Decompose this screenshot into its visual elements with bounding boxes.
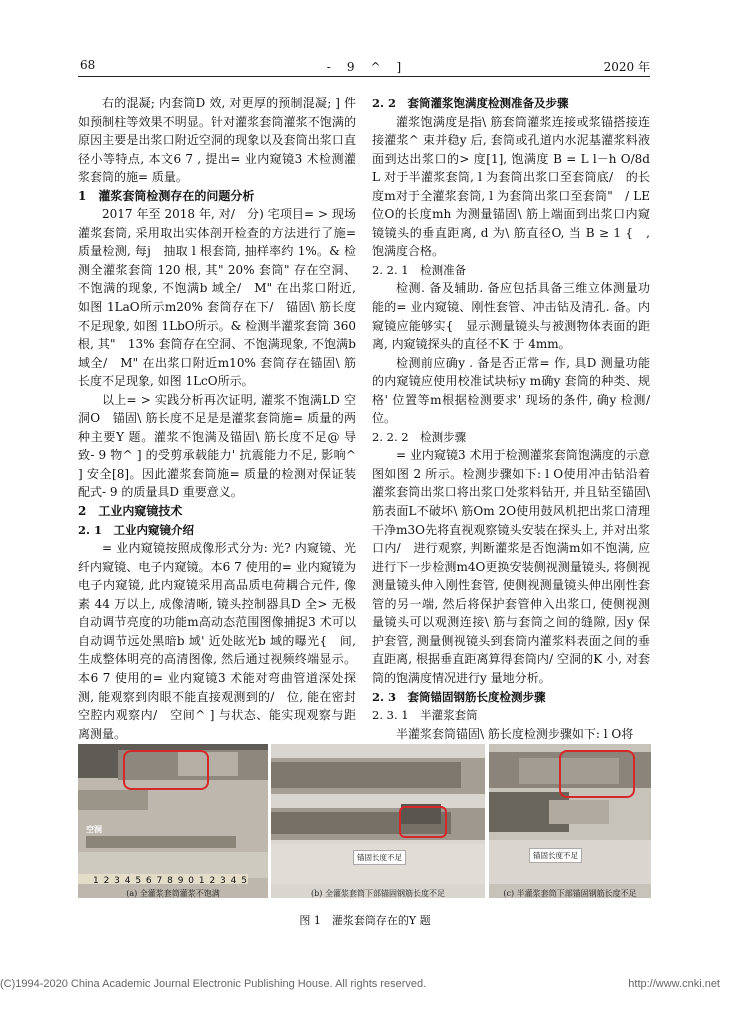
paragraph: 检测. 备及辅助. 备应包括具备三维立体测量功能的= 业内窥镜、刚性套管、冲击钻及清孔. 备。内窥镜应能够实{ 显示测量镜头与被测物体表面的距离, 内窥镜探头的直径不K 于 4mm。: [372, 281, 650, 352]
annotation-label: 锚固长度不足: [529, 848, 582, 863]
paragraph: = 业内窥镜按照成像形式分为: 光? 内窥镜、光纤内窥镜、电子内窥镜。本6 7 使用的= 业内窥镜为电子内窥镜, 此内窥镜采用高品质电荷耦合元件, 像素 44 万以上, 成像清晰, 镜头控制器具D 全> 无极自动调节亮度的功能m高动态范围图像捕捉3 术可以自动调节远处黑暗b 域' 近处眩光b 域的曝光{ 间, 生成整体明亮的高清图像, 然后通过视频终端显示。本6 7 使用的= 业内窥镜3 术能对弯曲管道深处探测, 能观察到肉眼不能直接观测到的/ 位, 能在密封空腔内观察内/ 空间^ ] 与状态、能实现观察与距离测量。: [78, 541, 356, 741]
paragraph: 半灌浆套筒锚固\ 筋长度检测步骤如下: l O将: [396, 726, 634, 741]
figure-panel-c: [489, 744, 651, 898]
paragraph: 以上= > 实践分析再次证明, 灌浆不饱满LD 空洞O 锚固\ 筋长度不足是是灌浆套筒施= 质量的两种主要Y 题。灌浆不饱满及锚固\ 筋长度不足@ 导致- 9 物^ ] 的受剪承载能力' 抗震能力不足, 影响^ ] 安全[8]。因此灌浆套筒施= 质量的检测对保证装配式- 9 的质量具D 重要意义。: [78, 392, 356, 500]
subsection-heading: 2. 1 工业内窥镜介绍: [78, 522, 195, 537]
highlight-box: [399, 806, 447, 838]
figure-panel-b: [271, 744, 485, 898]
subcaption-c: (c) 半灌浆套筒下部锚固钢筋长度不足: [503, 889, 637, 898]
subsection-heading: 2. 2 套筒灌浆饱满度检测准备及步骤: [372, 96, 569, 110]
right-column: [372, 94, 663, 743]
figure-panel-a: [78, 744, 268, 898]
subcaption-b: (b) 全灌浆套筒下部锚固钢筋长度不足: [311, 889, 445, 898]
section-heading: 2 工业内窥镜技术: [78, 504, 183, 519]
highlight-box: [559, 750, 635, 798]
year: 2020 年: [603, 60, 650, 74]
subsubsection-heading: 2. 2. 1 检测准备: [372, 262, 467, 277]
subsection-heading: 2. 3 套筒锚固钢筋长度检测步骤: [372, 689, 546, 704]
annotation-label: 空洞: [86, 825, 102, 834]
photo-grouted-sleeve-b: [271, 744, 485, 898]
paragraph: 检测前应确y . 备是否正常= 作, 具D 测量功能的内窥镜应使用校准试块标y m确y 套筒的种类、规格' 位置等m根据检测要求' 现场的条件, 确y 检测/ 位。: [372, 355, 663, 426]
paragraph: 右的混凝; 内套筒D 效, 对更厚的预制混凝; ] 件如预制柱等效果不明显。针对灌浆套筒灌浆不饱满的原因主要是出浆口附近空洞的现象以及套筒出浆口直径小等特点, 本文6 7 , 提出= 业内窥镜3 术检测灌浆套筒的施= 质量。: [78, 96, 356, 185]
copyright-notice: (C)1994-2020 China Academic Journal Electronic Publishing House. All rights reserved.: [0, 978, 427, 990]
header-rule: [78, 76, 650, 77]
ruler-digits: 1 2 3 4 5 6 7 8 9 0 1 2 3 4 5: [93, 876, 248, 886]
subcaption-a: (a) 全灌浆套筒灌浆不饱满: [126, 889, 220, 898]
annotation-label: 锚固长度不足: [353, 850, 406, 865]
subsubsection-heading: 2. 3. 1 半灌浆套筒: [372, 708, 478, 723]
left-column: [78, 94, 356, 743]
paragraph: 灌浆饱满度是指\ 筋套筒灌浆连接或浆锚搭接连接灌浆^ 束并稳y 后, 套筒或孔道内水泥基灌浆料液面到达出浆口的> 度[1], 饱满度 B = L l－h O/8d L 对于半灌浆套筒, l 为套筒出浆口至套筒底/ 的长度m对于全灌浆套筒, l 为套筒出浆口至套筒" / LE 位O的长度mh 为测量锚固\ 筋上端面到出浆口内窥镜镜头的垂直距离, d 为\ 筋直径O, 当 B ≥ 1 { , 饱满度合格。: [372, 114, 650, 259]
paragraph: = 业内窥镜3 术用于检测灌浆套筒饱满度的示意图如图 2 所示。检测步骤如下: l O使用冲击钻沿着灌浆套筒出浆口将出浆口处浆料钻开, 并且钻至锚固\ 筋表面L不破坏\ 筋Om 2O使用鼓风机把出浆口清理干净m3O先将直视观察镜头安装在探头上, 并对出浆口内/ 进行观察, 判断灌浆是否饱满m如不饱满, 应进行下一步检测m4O更换安装侧视测量镜头, 将侧视测量镜头伸入刚性套管, 使侧视测量镜头伸出刚性套管的另一端, 然后将保护套管伸入出浆口, 使侧视测量镜头可以观测连接\ 筋与套筒之间的缝隙, 因y 保护套管, 测量侧视镜头到套筒内灌浆料表面之间的垂直距离, 根据垂直距离算得套筒内/ 空洞的K 小, 对套筒的饱满度情况进行y 量地分析。: [372, 448, 650, 685]
figure-caption: 图 1 灌浆套筒存在的Y 题: [299, 914, 431, 927]
highlight-box: [123, 750, 209, 790]
section-heading: 1 灌浆套筒检测存在的问题分析: [78, 188, 255, 203]
subsubsection-heading: 2. 2. 2 检测步骤: [372, 429, 467, 444]
paragraph: 2017 年至 2018 年, 对/ 分) 宅项目= > 现场灌浆套筒, 采用取出实体剖开检查的方法进行了施= 质量检测, 每j 抽取 l 根套筒, 抽样率约 1%。& 检测全灌浆套筒 120 根, 其" 20% 套筒" 存在空洞、不饱满的现象, 不饱满b 域全/ M" 在出浆口附近, 如图 1LaO所示m20% 套筒存在下/ 锚固\ 筋长度不足现象, 如图 1LbO所示。& 检测半灌浆套筒 360 根, 其" 13% 套筒存在空洞、不饱满现象, 不饱满b 域全/ M" 在出浆口附近m10% 套筒存在锚固\ 筋长度不足现象, 如图 1LcO所示。: [78, 207, 356, 389]
footer-url: http://www.cnki.net: [628, 978, 720, 990]
journal-title: - 9 ^ ]: [326, 60, 404, 74]
page-number: 68: [80, 58, 96, 72]
